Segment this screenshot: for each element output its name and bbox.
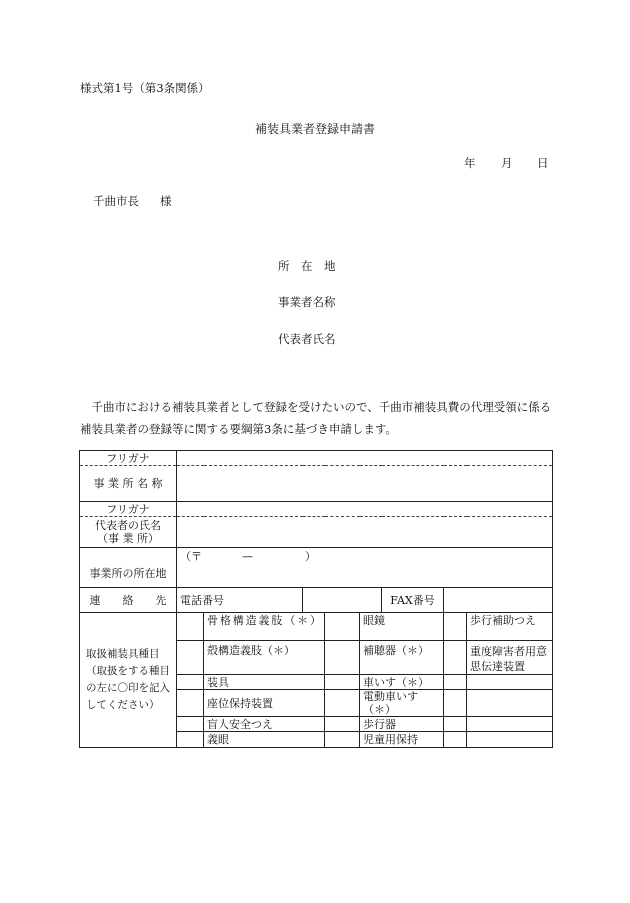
furigana-field-2[interactable] bbox=[177, 502, 553, 517]
date-year: 年 bbox=[464, 156, 476, 170]
addressee-honorific: 様 bbox=[160, 194, 172, 208]
applicant-representative-label: 代表者氏名 bbox=[278, 332, 336, 346]
item-check-2-2[interactable] bbox=[444, 675, 467, 690]
item-2-2 bbox=[467, 675, 553, 690]
office-address-label: 事業所の所在地 bbox=[80, 548, 177, 588]
fax-field[interactable] bbox=[444, 588, 553, 613]
document-title: 補装具業者登録申請書 bbox=[254, 122, 375, 136]
furigana-field[interactable] bbox=[177, 451, 553, 466]
item-check-3-0[interactable] bbox=[177, 690, 204, 717]
item-5-2 bbox=[467, 732, 553, 748]
application-statement: 千曲市における補装具業者として登録を受けたいので、千曲市補装具費の代理受領に係る補装具業者の登録等に関する要綱第3条に基づき申請します。 bbox=[80, 400, 552, 436]
item-2-0: 装具 bbox=[204, 675, 325, 690]
registration-table bbox=[79, 450, 553, 748]
item-check-1-0[interactable] bbox=[177, 641, 204, 675]
item-0-0: 骨格構造義肢（＊） bbox=[204, 613, 325, 641]
item-check-0-0[interactable] bbox=[177, 613, 204, 641]
item-check-5-1[interactable] bbox=[325, 732, 360, 748]
addressee-name: 千曲市長 bbox=[93, 194, 139, 208]
item-check-5-0[interactable] bbox=[177, 732, 204, 748]
item-4-2 bbox=[467, 717, 553, 732]
item-check-1-2[interactable] bbox=[444, 641, 467, 675]
furigana-label: フリガナ bbox=[80, 451, 177, 466]
item-0-1: 眼鏡 bbox=[360, 613, 444, 641]
item-check-3-2[interactable] bbox=[444, 690, 467, 717]
office-name-field[interactable] bbox=[177, 466, 553, 502]
representative-label-line1: 代表者の氏名 bbox=[95, 519, 161, 532]
office-name-label: 事 業 所 名 称 bbox=[80, 466, 177, 502]
item-check-2-1[interactable] bbox=[325, 675, 360, 690]
item-check-3-1[interactable] bbox=[325, 690, 360, 717]
items-label: 取扱補装具種目（取扱をする種目の左に〇印を記入してください） bbox=[80, 613, 177, 748]
item-1-0: 殻構造義肢（＊） bbox=[204, 641, 325, 675]
representative-label-line2: （事 業 所） bbox=[97, 532, 159, 545]
postal-dash: — bbox=[242, 550, 253, 563]
furigana-label-2: フリガナ bbox=[80, 502, 177, 517]
item-5-0: 義眼 bbox=[204, 732, 325, 748]
item-check-0-2[interactable] bbox=[444, 613, 467, 641]
item-1-1: 補聴器（＊） bbox=[360, 641, 444, 675]
item-3-1: 電動車いす（＊） bbox=[360, 690, 444, 717]
postal-open: （〒 bbox=[180, 550, 202, 563]
postal-close: ） bbox=[305, 550, 316, 563]
item-0-2: 歩行補助つえ bbox=[467, 613, 553, 641]
applicant-location-label: 所 在 地 bbox=[278, 259, 336, 273]
phone-label: 電話番号 bbox=[177, 588, 303, 613]
item-3-0: 座位保持装置 bbox=[204, 690, 325, 717]
item-3-2 bbox=[467, 690, 553, 717]
item-check-4-1[interactable] bbox=[325, 717, 360, 732]
item-check-4-2[interactable] bbox=[444, 717, 467, 732]
representative-field[interactable] bbox=[177, 517, 553, 548]
item-5-1: 児童用保持 bbox=[360, 732, 444, 748]
fax-label: FAX番号 bbox=[382, 588, 444, 613]
date-day: 日 bbox=[537, 156, 549, 170]
representative-label bbox=[80, 517, 177, 548]
item-check-5-2[interactable] bbox=[444, 732, 467, 748]
item-4-0: 盲人安全つえ bbox=[204, 717, 325, 732]
contact-label: 連 絡 先 bbox=[80, 588, 177, 613]
date-month: 月 bbox=[501, 156, 513, 170]
applicant-business-name-label: 事業者名称 bbox=[278, 295, 336, 309]
item-2-1: 車いす（＊） bbox=[360, 675, 444, 690]
item-check-4-0[interactable] bbox=[177, 717, 204, 732]
item-4-1: 歩行器 bbox=[360, 717, 444, 732]
item-check-1-1[interactable] bbox=[325, 641, 360, 675]
item-check-0-1[interactable] bbox=[325, 613, 360, 641]
phone-field[interactable] bbox=[303, 588, 382, 613]
office-address-field[interactable] bbox=[177, 548, 553, 588]
item-1-2: 重度障害者用意思伝達装置 bbox=[467, 641, 553, 675]
form-number: 様式第1号（第3条関係） bbox=[80, 81, 210, 95]
item-check-2-0[interactable] bbox=[177, 675, 204, 690]
